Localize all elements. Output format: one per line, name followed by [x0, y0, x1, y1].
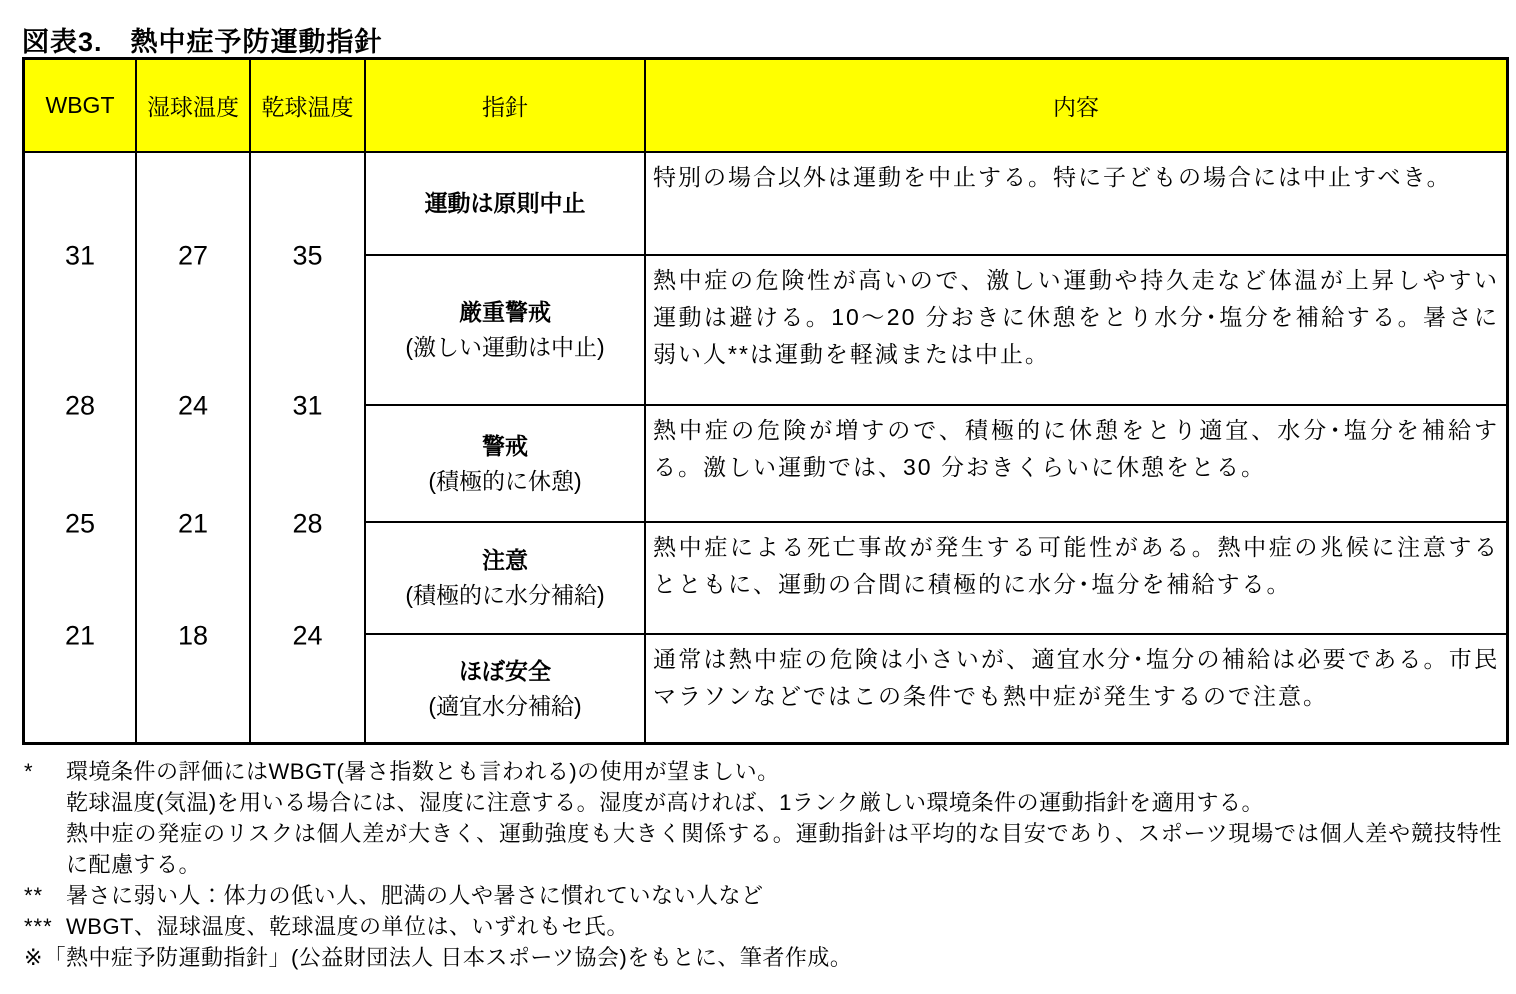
content-cell: 熱中症の危険性が高いので、激しい運動や持久走など体温が上昇しやすい運動は避ける。10～20 分おきに休憩をとり水分･塩分を補給する。暑さに弱い人**は運動を軽減または中止。 [646, 256, 1506, 406]
wet-bulb-value: 18 [177, 620, 209, 651]
guideline-title: 警戒 [482, 432, 528, 459]
footnote-wbgt-note [24, 756, 1502, 880]
guideline-subtitle: (激しい運動は中止) [405, 334, 605, 360]
footnote-marker: ※ [24, 945, 44, 970]
figure-title: 図表3. 熱中症予防運動指針 [22, 27, 383, 57]
dry-bulb-value: 28 [292, 508, 323, 539]
header-guideline: 指針 [366, 60, 646, 153]
footnote-line: 暑さに弱い人：体力の低い人、肥満の人や暑さに慣れていない人など [66, 883, 764, 908]
footnote-text [66, 880, 1502, 911]
header-content: 内容 [646, 60, 1506, 153]
footnote-heat-sensitive [24, 880, 1502, 911]
dry-bulb-value: 24 [292, 620, 323, 651]
guideline-title: ほぼ安全 [459, 657, 551, 684]
dry-bulb-value: 31 [292, 390, 323, 421]
footnote-line: WBGT、湿球温度、乾球温度の単位は、いずれもセ氏。 [66, 914, 629, 939]
wbgt-value: 25 [64, 508, 96, 539]
guideline-title: 注意 [482, 547, 528, 573]
guideline-subtitle: (積極的に休憩) [428, 467, 582, 494]
guideline-cell-stop-exercise [366, 153, 646, 256]
dry-bulb-scale-column [251, 153, 366, 742]
wet-bulb-value: 24 [177, 390, 209, 421]
wbgt-value: 21 [64, 620, 96, 651]
footnote-line: 乾球温度(気温)を用いる場合には、湿度に注意する。湿度が高ければ、1ランク厳しい環境条件の運動指針を適用する。 [66, 790, 1264, 815]
dry-bulb-value: 35 [292, 240, 323, 271]
header-wbgt: WBGT [25, 60, 137, 153]
footnote-text [66, 756, 1502, 880]
guideline-title: 運動は原則中止 [424, 190, 586, 216]
guideline-subtitle: (積極的に水分補給) [405, 582, 605, 608]
wbgt-scale-column [25, 153, 137, 742]
content-cell: 熱中症の危険が増すので、積極的に休憩をとり適宜、水分･塩分を補給する。激しい運動では、30 分おきくらいに休憩をとる。 [646, 406, 1506, 523]
footnote-marker: * [24, 759, 34, 784]
footnote-text [66, 911, 1502, 942]
wet-bulb-value: 27 [177, 240, 209, 271]
footnote-marker: *** [24, 914, 53, 939]
header-dry-bulb: 乾球温度 [251, 60, 366, 153]
footnote-line: 「熱中症予防運動指針」(公益財団法人 日本スポーツ協会)をもとに、筆者作成。 [43, 945, 853, 970]
guideline-cell-caution [366, 523, 646, 635]
guideline-cell-mostly-safe [366, 635, 646, 742]
content-cell: 通常は熱中症の危険は小さいが、適宜水分･塩分の補給は必要である。市民マラソンなどではこの条件でも熱中症が発生するので注意。 [653, 646, 1499, 709]
footnote-text [43, 942, 1502, 973]
footnote-marker: ** [24, 883, 44, 908]
header-wet-bulb: 湿球温度 [137, 60, 251, 153]
guideline-subtitle: (適宜水分補給) [428, 692, 582, 719]
content-cell: 熱中症による死亡事故が発生する可能性がある。熱中症の兆候に注意するとともに、運動の合間に積極的に水分･塩分を補給する。 [646, 523, 1506, 635]
footnote-units [24, 911, 1502, 942]
footnotes [24, 756, 1502, 973]
guideline-title: 厳重警戒 [459, 299, 551, 325]
wet-bulb-scale-column [137, 153, 251, 742]
content-cell: 特別の場合以外は運動を中止する。特に子どもの場合には中止すべき。 [646, 153, 1506, 256]
footnote-line: 熱中症の発症のリスクは個人差が大きく、運動強度も大きく関係する。運動指針は平均的な目安であり、スポーツ現場では個人差や競技特性に配慮する。 [66, 821, 1502, 877]
wet-bulb-value: 21 [177, 508, 209, 539]
footnote-line: 環境条件の評価にはWBGT(暑さ指数とも言われる)の使用が望ましい。 [66, 759, 780, 784]
guideline-cell-warning [366, 406, 646, 523]
guideline-cell-severe-warning [366, 256, 646, 406]
wbgt-value: 28 [64, 390, 96, 421]
wbgt-value: 31 [64, 240, 96, 271]
heat-guideline-table [22, 57, 1509, 745]
footnote-source [24, 942, 1502, 973]
